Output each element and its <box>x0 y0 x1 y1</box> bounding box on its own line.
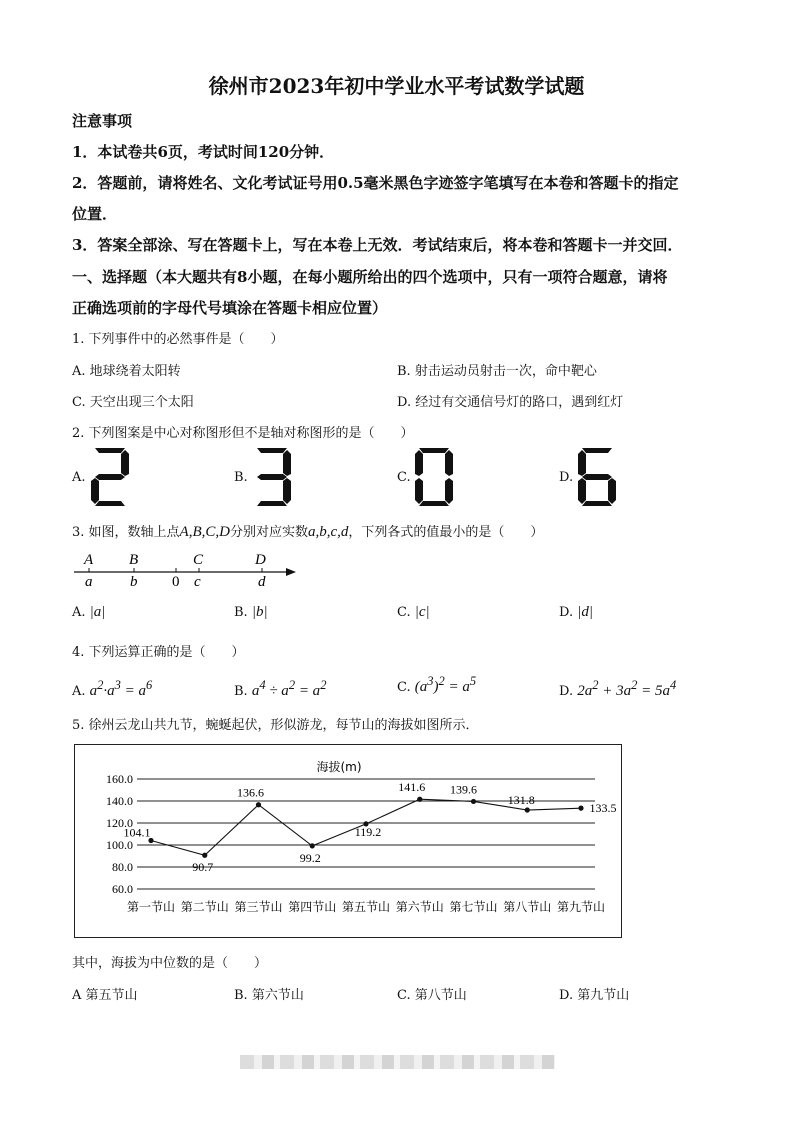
q3-option-a-expr: |a| <box>89 604 106 620</box>
page-title: 徐州市2023年初中学业水平考试数学试题 <box>208 74 585 98</box>
q3-stem-mid: 分别对应实数 <box>229 525 308 540</box>
data-point <box>417 797 422 802</box>
q3-option-c[interactable] <box>397 604 430 621</box>
q1-option-c[interactable]: C. 天空出现三个太阳 <box>72 395 194 410</box>
data-label: 136.6 <box>237 785 264 800</box>
axis-label-A: A <box>84 552 94 568</box>
y-tick-label: 120.0 <box>106 816 133 830</box>
q3-stem-post: ，下列各式的值最小的是（ ） <box>348 525 544 540</box>
q2-option-c[interactable]: C. <box>397 470 411 485</box>
digit-0-figure <box>414 446 454 508</box>
q3-option-a-letter: A. <box>72 605 86 620</box>
notice-item-2: 2．答题前，请将姓名、文化考试证号用0.5毫米黑色字迹签字笔填写在本卷和答题卡的指定 <box>72 174 679 192</box>
axis-label-b: b <box>130 574 138 590</box>
data-point <box>202 853 207 858</box>
data-point <box>471 799 476 804</box>
q3-points: A,B,C,D <box>179 524 230 540</box>
q4-option-b[interactable] <box>234 678 326 700</box>
axis-label-d: d <box>258 574 266 590</box>
y-tick-label: 60.0 <box>112 882 133 896</box>
q3-stem-pre: 3. 如图，数轴上点 <box>72 525 180 540</box>
q3-option-d[interactable] <box>559 604 593 621</box>
q4-option-a[interactable] <box>72 678 152 700</box>
x-category-label: 第九节山 <box>556 900 606 914</box>
q4-option-a-letter: A. <box>72 684 86 699</box>
data-label: 139.6 <box>450 782 477 797</box>
q3-option-c-expr: |c| <box>414 604 430 620</box>
digit-2-figure <box>90 446 130 508</box>
q5-option-b[interactable]: B. 第六节山 <box>234 988 304 1003</box>
x-category-label: 第四节山 <box>288 900 337 914</box>
q3-option-b[interactable] <box>234 604 268 621</box>
q5-stem: 5. 徐州云龙山共九节，蜿蜒起伏，形似游龙，每节山的海拔如图所示． <box>72 718 479 733</box>
q3-option-d-expr: |d| <box>577 604 593 620</box>
y-tick-label: 80.0 <box>112 860 133 874</box>
y-tick-label: 160.0 <box>106 772 133 786</box>
blurred-watermark <box>240 1055 555 1069</box>
q4-option-c-letter: C. <box>397 680 411 695</box>
q4-option-a-expr: $a^2\cdot a^3 = a^6$ <box>89 678 153 699</box>
x-category-label: 第三节山 <box>234 900 283 914</box>
q4-option-c-expr: $(a^3)^2 = a^5$ <box>414 674 477 695</box>
x-category-label: 第七节山 <box>449 900 498 914</box>
number-line <box>72 548 302 590</box>
axis-label-c: c <box>194 574 201 590</box>
y-tick-label: 140.0 <box>106 794 133 808</box>
q3-option-d-letter: D. <box>559 605 574 620</box>
data-point <box>578 806 583 811</box>
notice-item-1: 1．本试卷共6页，考试时间120分钟． <box>72 143 335 161</box>
axis-label-C: C <box>193 552 204 568</box>
q4-option-b-expr: $a^4 \div a^2 = a^2$ <box>251 678 327 699</box>
altitude-line-chart <box>75 745 621 937</box>
y-tick-label: 100.0 <box>106 838 133 852</box>
notice-item-3: 3．答案全部涂、写在答题卡上，写在本卷上无效．考试结束后，将本卷和答题卡一并交回． <box>72 236 683 254</box>
data-label: 90.7 <box>192 860 214 875</box>
data-point <box>310 843 315 848</box>
q2-option-a[interactable]: A. <box>72 470 86 485</box>
q2-option-b[interactable]: B. <box>234 470 248 485</box>
axis-label-B: B <box>129 552 139 568</box>
q4-option-d[interactable] <box>559 678 676 700</box>
x-category-label: 第五节山 <box>341 900 391 914</box>
x-category-label: 第八节山 <box>503 900 552 914</box>
q3-option-b-letter: B. <box>234 605 248 620</box>
q5-option-a[interactable]: A 第五节山 <box>72 988 138 1003</box>
x-category-label: 第二节山 <box>180 900 229 914</box>
altitude-chart-frame <box>74 744 622 938</box>
q4-stem: 4. 下列运算正确的是（ ） <box>72 645 245 660</box>
q3-stem <box>72 521 543 541</box>
digit-3-figure <box>252 446 292 508</box>
chart-title: 海拔(m) <box>316 760 362 774</box>
q3-option-a[interactable] <box>72 604 105 621</box>
x-category-label: 第六节山 <box>395 900 444 914</box>
data-label: 131.8 <box>507 793 535 808</box>
q3-option-c-letter: C. <box>397 605 411 620</box>
x-category-label: 第一节山 <box>126 900 176 914</box>
axis-label-a: a <box>85 574 93 590</box>
data-point <box>256 802 261 807</box>
q4-option-d-letter: D. <box>559 684 574 699</box>
axis-label-D: D <box>255 552 266 568</box>
q5-option-d[interactable]: D. 第九节山 <box>559 988 630 1003</box>
q1-option-d[interactable]: D. 经过有交通信号灯的路口，遇到红灯 <box>397 395 624 410</box>
q2-stem: 2. 下列图案是中心对称图形但不是轴对称图形的是（ ） <box>72 426 414 441</box>
section-heading: 一、选择题（本大题共有8小题，在每小题所给出的四个选项中，只有一项符合题意，请将 <box>72 268 668 286</box>
q1-option-b[interactable]: B. 射击运动员射击一次，命中靶心 <box>397 364 597 379</box>
q4-option-b-letter: B. <box>234 684 248 699</box>
data-label: 104.1 <box>123 825 151 840</box>
notice-heading: 注意事项 <box>72 112 133 130</box>
data-label: 133.5 <box>589 801 617 816</box>
q4-option-c[interactable] <box>397 674 476 696</box>
digit-6-figure <box>577 446 617 508</box>
data-label: 99.2 <box>299 850 321 865</box>
q3-reals: a,b,c,d <box>307 524 349 540</box>
axis-label-zero: 0 <box>172 574 180 590</box>
notice-item-2-cont: 位置． <box>72 205 118 223</box>
q5-option-c[interactable]: C. 第八节山 <box>397 988 467 1003</box>
q3-option-b-expr: |b| <box>251 604 268 620</box>
q2-option-d[interactable]: D. <box>559 470 574 485</box>
data-label: 119.2 <box>354 824 382 839</box>
q4-option-d-expr: $2a^2 + 3a^2 = 5a^4$ <box>577 678 677 699</box>
data-point <box>525 807 530 812</box>
q1-stem: 1. 下列事件中的必然事件是（ ） <box>72 332 284 347</box>
section-heading-cont: 正确选项前的字母代号填涂在答题卡相应位置） <box>72 299 388 317</box>
q5-followup: 其中，海拔为中位数的是（ ） <box>72 956 268 971</box>
q1-option-a[interactable]: A. 地球绕着太阳转 <box>72 364 181 379</box>
data-label: 141.6 <box>398 780 426 795</box>
